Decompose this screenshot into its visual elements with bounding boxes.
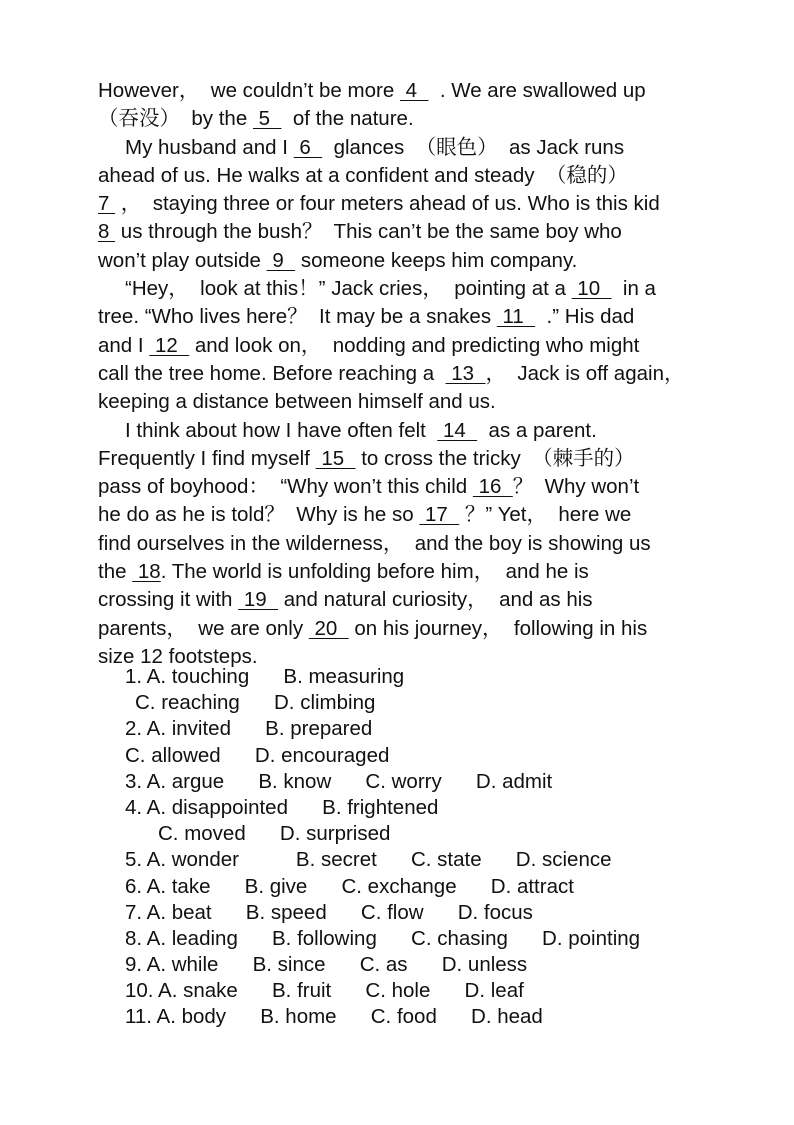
option-line-q4: 4. A. disappointed B. frightened (125, 795, 439, 819)
passage-line (98, 247, 698, 275)
passage-text: us through the bush？ This can’t be the same boy who (115, 220, 622, 244)
answer-blank-16: 16 (472, 475, 513, 499)
option-line-q8: 8. A. leading B. following C. chasing D. pointing (125, 926, 641, 950)
passage-text: glances （眼色） as Jack runs (322, 135, 625, 159)
passage-line (98, 105, 698, 133)
passage-line (98, 218, 698, 246)
answer-blank-7: 7 (98, 192, 116, 216)
answer-blank-10: 10 (571, 277, 612, 301)
answer-blank-5: 5 (252, 107, 282, 131)
answer-blank-19: 19 (238, 588, 279, 612)
passage-text: “Hey， look at this！” Jack cries， pointing at a (125, 277, 572, 301)
passage-text: of the nature. (281, 107, 414, 131)
answer-blank-12: 12 (149, 333, 190, 357)
option-line-q1: 1. A. touching B. measuring (125, 665, 405, 688)
passage-line (98, 360, 698, 388)
option-line-q2-cont: C. allowed D. encouraged (125, 743, 390, 767)
answer-blank-13: 13 (445, 361, 486, 385)
answer-blank-4: 4 (399, 79, 429, 102)
passage-line (98, 77, 698, 105)
passage-text: to cross the tricky （棘手的） (355, 446, 635, 470)
passage-line (98, 303, 698, 331)
passage-text: the (98, 560, 133, 584)
passage-text: parents， we are only (98, 616, 309, 640)
passage-line (98, 388, 698, 416)
passage-text: keeping a distance between himself and us. (98, 390, 496, 414)
answer-blank-18: 18 (132, 560, 161, 584)
passage-text: ？” Yet， here we (459, 503, 632, 527)
passage-text: I think about how I have often felt (125, 418, 438, 442)
option-line-q9: 9. A. while B. since C. as D. unless (125, 953, 528, 977)
passage-text: . We are swallowed up (428, 79, 646, 102)
passage-text: and look on， nodding and predicting who might (189, 333, 640, 357)
passage-line (98, 332, 698, 360)
answer-blank-15: 15 (315, 446, 356, 470)
passage-text: ， staying three or four meters ahead of us. Who is this kid (115, 192, 660, 216)
answer-blank-11: 11 (496, 305, 536, 329)
passage-text: someone keeps him company. (295, 248, 578, 272)
passage-text: ahead of us. He walks at a confident and steady （稳的） (98, 163, 628, 187)
passage-line (98, 473, 698, 501)
passage-line (98, 530, 698, 558)
passage-line (98, 162, 698, 190)
passage-text: crossing it with (98, 588, 239, 612)
passage-line (98, 558, 698, 586)
passage-text: as a parent. (477, 418, 597, 442)
passage-text: he do as he is told？ Why is he so (98, 503, 420, 527)
passage-line (98, 586, 698, 614)
option-line-q5: 5. A. wonder B. secret C. state D. science (125, 848, 612, 872)
passage-text: in a (611, 277, 656, 301)
passage-line (98, 134, 698, 162)
passage-text: ？ Why won’t (512, 475, 640, 499)
option-line-q4-cont: C. moved D. surprised (158, 822, 391, 846)
passage-text: However， we couldn’t be more (98, 79, 400, 102)
passage-line (98, 190, 698, 218)
option-line-q2: 2. A. invited B. prepared (125, 717, 373, 741)
passage-line (98, 445, 698, 473)
passage-line (98, 501, 698, 529)
answer-options-list (98, 664, 698, 1031)
passage-text: find ourselves in the wilderness， and the boy is showing us (98, 531, 651, 555)
passage-line (98, 615, 698, 643)
option-line-q3: 3. A. argue B. know C. worry D. admit (125, 769, 553, 793)
passage-line (98, 417, 698, 445)
passage-text: tree. “Who lives here？ It may be a snakes (98, 305, 497, 329)
answer-blank-14: 14 (437, 418, 478, 442)
option-line-q6: 6. A. take B. give C. exchange D. attract (125, 874, 574, 898)
option-line-q1-cont: C. reaching D. climbing (135, 691, 376, 715)
passage-text: ， Jack is off again， (485, 361, 685, 385)
passage-text: won’t play outside (98, 248, 267, 272)
passage-text: （吞没） by the (98, 107, 253, 131)
answer-blank-8: 8 (98, 220, 116, 244)
option-line-q10: 10. A. snake B. fruit C. hole D. leaf (125, 979, 524, 1003)
passage-text: and I (98, 333, 150, 357)
passage-text: and natural curiosity， and as his (278, 588, 593, 612)
passage-text: .” His dad (535, 305, 635, 329)
option-line-q11: 11. A. body B. home C. food D. head (125, 1005, 543, 1029)
passage-line (98, 275, 698, 303)
passage-text: Frequently I find myself (98, 446, 316, 470)
passage-text: size 12 footsteps. (98, 644, 258, 668)
passage-text: My husband and I (125, 135, 294, 159)
answer-blank-20: 20 (308, 616, 349, 640)
cloze-passage (98, 77, 698, 671)
passage-text: . The world is unfolding before him， and he is (160, 560, 589, 584)
answer-blank-6: 6 (293, 135, 323, 159)
answer-blank-9: 9 (266, 248, 296, 272)
passage-text: call the tree home. Before reaching a (98, 361, 446, 385)
passage-text: on his journey， following in his (348, 616, 648, 640)
passage-text: pass of boyhood： “Why won’t this child (98, 475, 473, 499)
option-line-q7: 7. A. beat B. speed C. flow D. focus (125, 900, 533, 924)
answer-blank-17: 17 (419, 503, 460, 527)
